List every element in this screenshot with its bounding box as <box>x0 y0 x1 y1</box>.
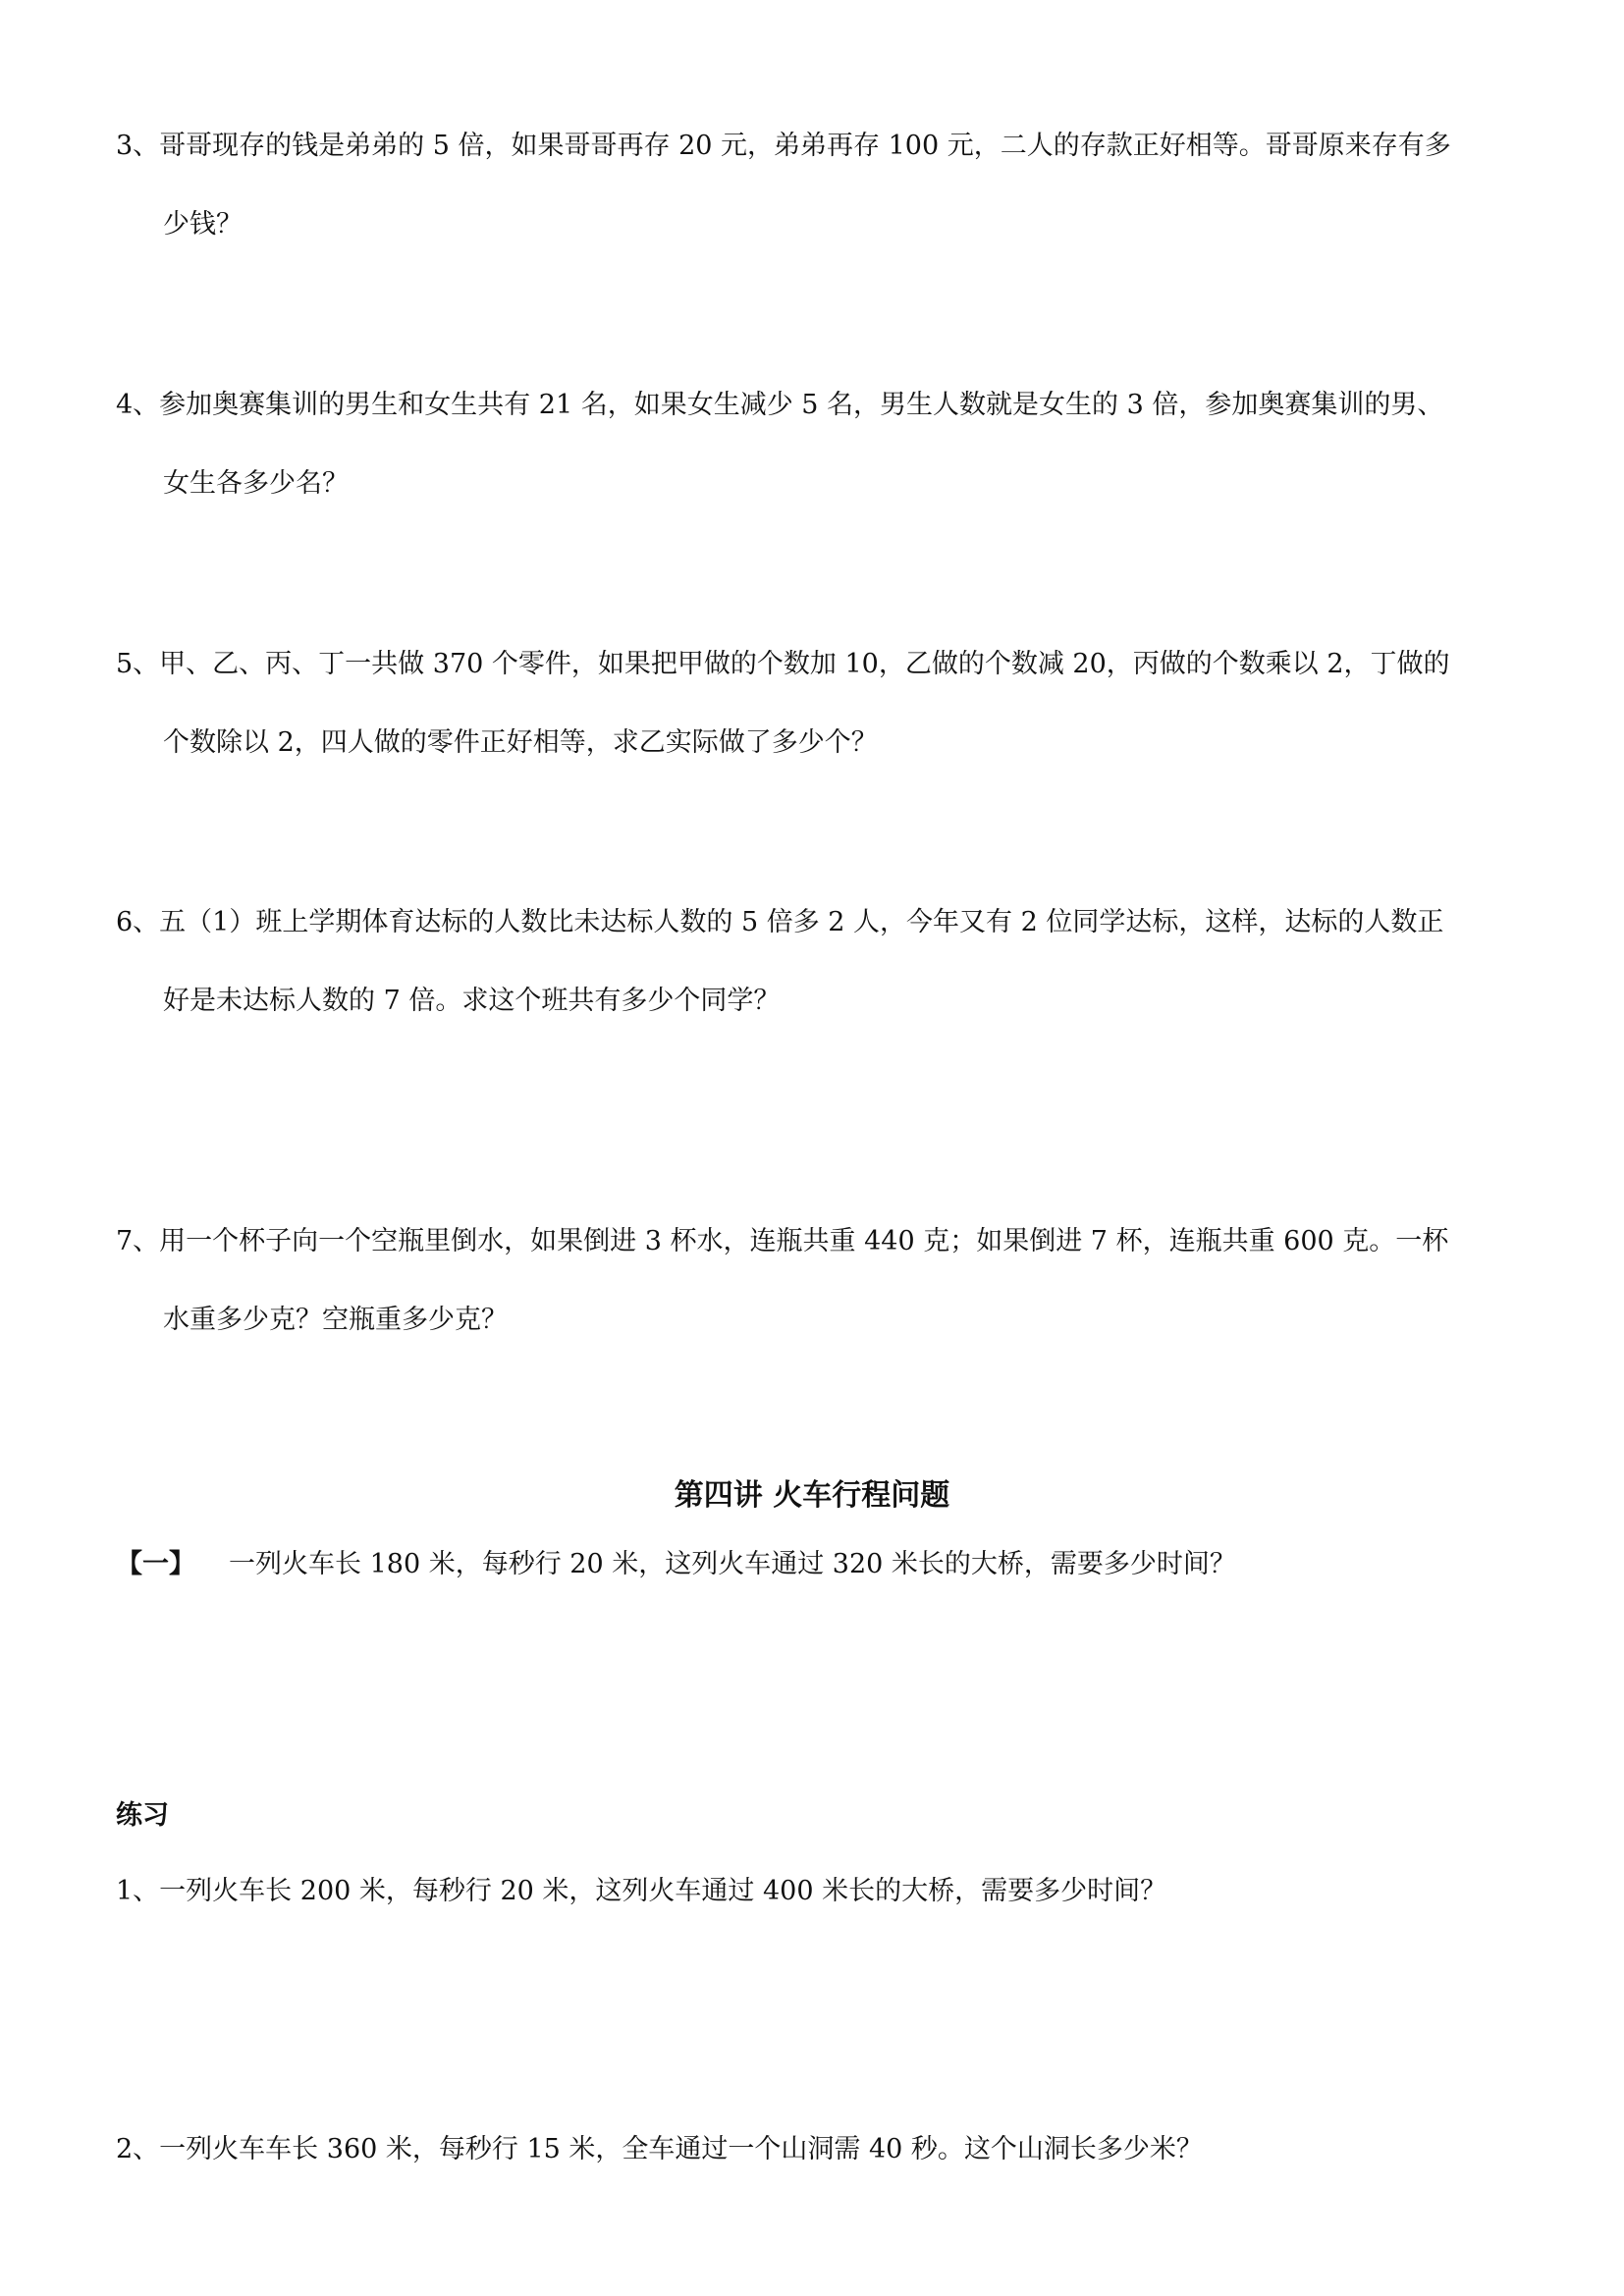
problem-4 <box>116 386 1526 504</box>
problem-4-line1: 4、参加奥赛集训的男生和女生共有 21 名，如果女生减少 5 名，男生人数就是女生的 3 倍，参加奥赛集训的男、 <box>116 390 1444 420</box>
example-text: 一列火车长 180 米，每秒行 20 米，这列火车通过 320 米长的大桥，需要多少时间？ <box>229 1549 1236 1579</box>
problem-4-line2: 女生各多少名？ <box>163 468 349 499</box>
problem-6-line2: 好是未达标人数的 7 倍。求这个班共有多少个同学？ <box>163 986 781 1016</box>
problem-3-line1: 3、哥哥现存的钱是弟弟的 5 倍，如果哥哥再存 20 元，弟弟再存 100 元，二人的存款正好相等。哥哥原来存有多 <box>116 131 1451 161</box>
practice-item-2: 2、一列火车车长 360 米，每秒行 15 米，全车通过一个山洞需 40 秒。这个山洞长多少米？ <box>116 2134 1203 2164</box>
problem-5-line2: 个数除以 2，四人做的零件正好相等，求乙实际做了多少个？ <box>163 727 878 758</box>
example-marker: 【一】 <box>116 1549 195 1579</box>
lecture-title: 第四讲 火车行程问题 <box>674 1478 950 1513</box>
problem-5 <box>116 645 1526 763</box>
problem-7 <box>116 1222 1526 1340</box>
problem-5-line1: 5、甲、乙、丙、丁一共做 370 个零件，如果把甲做的个数加 10，乙做的个数减 20，丙做的个数乘以 2，丁做的 <box>116 649 1450 679</box>
problem-3-line2: 少钱？ <box>163 209 243 240</box>
problem-7-line1: 7、用一个杯子向一个空瓶里倒水，如果倒进 3 杯水，连瓶共重 440 克；如果倒进 7 杯，连瓶共重 600 克。一杯 <box>116 1226 1449 1256</box>
problem-3 <box>116 127 1526 244</box>
problem-7-line2: 水重多少克？空瓶重多少克？ <box>163 1305 508 1335</box>
problem-6 <box>116 903 1526 1021</box>
practice-label: 练习 <box>116 1800 169 1831</box>
practice-item-1: 1、一列火车长 200 米，每秒行 20 米，这列火车通过 400 米长的大桥，需要多少时间？ <box>116 1876 1167 1906</box>
problem-6-line1: 6、五（1）班上学期体育达标的人数比未达标人数的 5 倍多 2 人，今年又有 2 位同学达标，这样，达标的人数正 <box>116 907 1444 937</box>
example-problem <box>116 1545 1236 1584</box>
